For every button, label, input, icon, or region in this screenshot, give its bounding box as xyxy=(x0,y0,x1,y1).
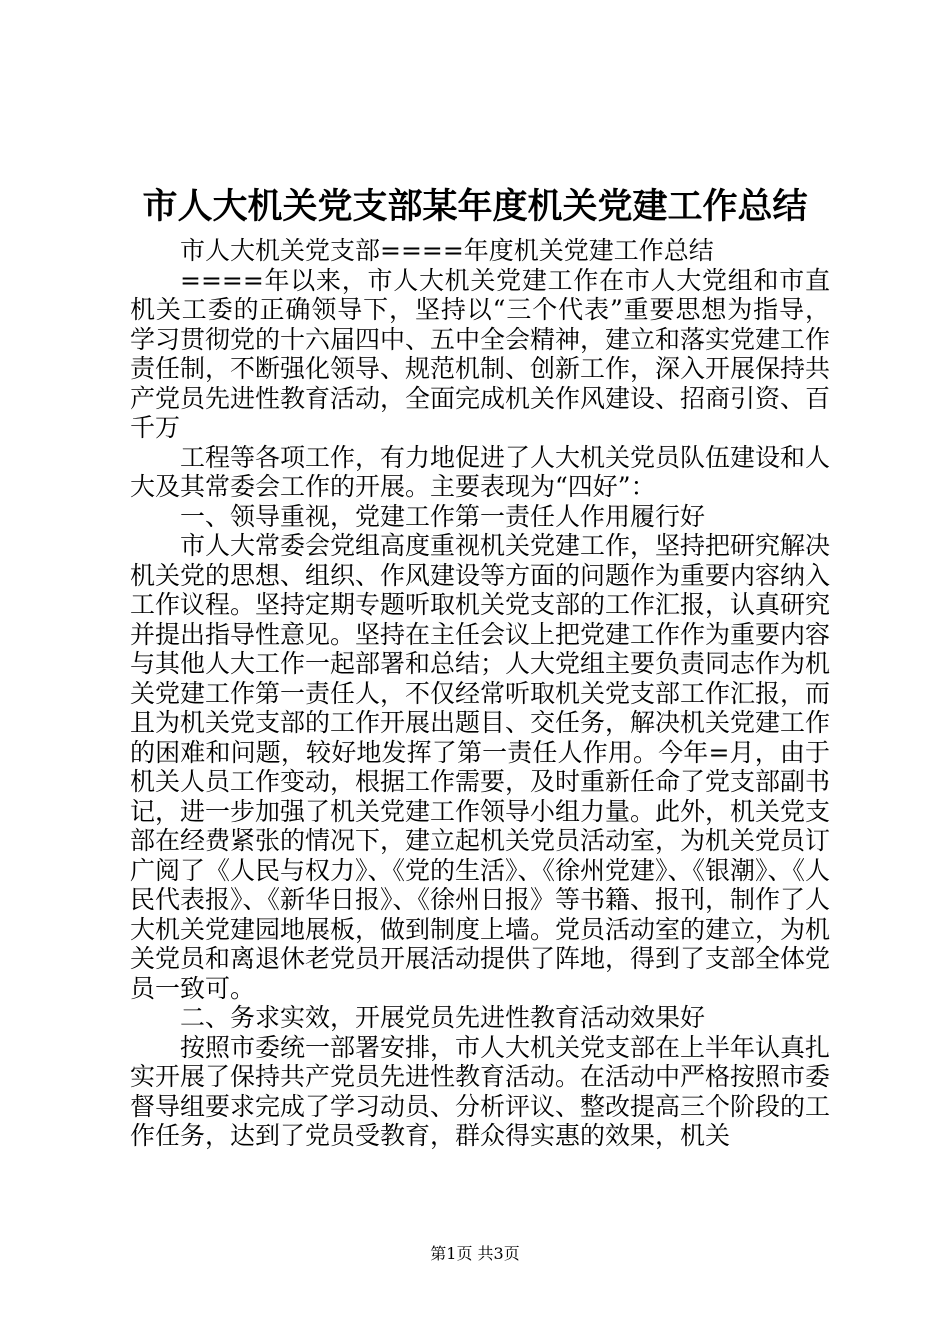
section-heading-2: 二、务求实效，开展党员先进性教育活动效果好 xyxy=(180,1003,706,1032)
document-body xyxy=(130,236,830,1151)
paragraph-subtitle: 市人大机关党支部====年度机关党建工作总结 xyxy=(180,236,714,265)
section-heading-1: 一、领导重视，党建工作第一责任人作用履行好 xyxy=(180,501,706,531)
paragraph-section-2: 按照市委统一部署安排，市人大机关党支部在上半年认真扎实开展了保持共产党员先进性教育活动。在活动中严格按照市委督导组要求完成了学习动员、分析评议、整改提高三个阶段的工作任务，达到了党员受教育，群众得实惠的效果，机关 xyxy=(130,1032,831,1150)
paragraph-intro-continued: 工程等各项工作，有力地促进了人大机关党员队伍建设和人大及其常委会工作的开展。主要表现为“四好”： xyxy=(130,442,831,501)
paragraph-intro: ====年以来，市人大机关党建工作在市人大党组和市直机关工委的正确领导下，坚持以“三个代表”重要思想为指导，学习贯彻党的十六届四中、五中全会精神，建立和落实党建工作责任制，不断强化领导、规范机制、创新工作，深入开展保持共产党员先进性教育活动，全面完成机关作风建设、招商引资、百千万 xyxy=(130,265,831,442)
document-title: 市人大机关党支部某年度机关党建工作总结 xyxy=(142,186,808,227)
page-footer: 第1页 共3页 xyxy=(430,1244,520,1263)
paragraph-section-1: 市人大常委会党组高度重视机关党建工作，坚持把研究解决机关党的思想、组织、作风建设等方面的问题作为重要内容纳入工作议程。坚持定期专题听取机关党支部的工作汇报，认真研究并提出指导性意见。坚持在主任会议上把党建工作作为重要内容与其他人大工作一起部署和总结；人大党组主要负责同志作为机关党建工作第一责任人，不仅经常听取机关党支部工作汇报，而且为机关党支部的工作开展出题目、交任务，解决机关党建工作的困难和问题，较好地发挥了第一责任人作用。今年=月，由于机关人员工作变动，根据工作需要，及时重新任命了党支部副书记，进一步加强了机关党建工作领导小组力量。此外，机关党支部在经费紧张的情况下，建立起机关党员活动室，为机关党员订广阅了《人民与权力》、《党的生活》、《徐州党建》、《银潮》、《人民代表报》、《新华日报》、《徐州日报》等书籍、报刊，制作了人大机关党建园地展板，做到制度上墙。党员活动室的建立，为机关党员和离退休老党员开展活动提供了阵地，得到了支部全体党员一致可。 xyxy=(130,531,831,1003)
